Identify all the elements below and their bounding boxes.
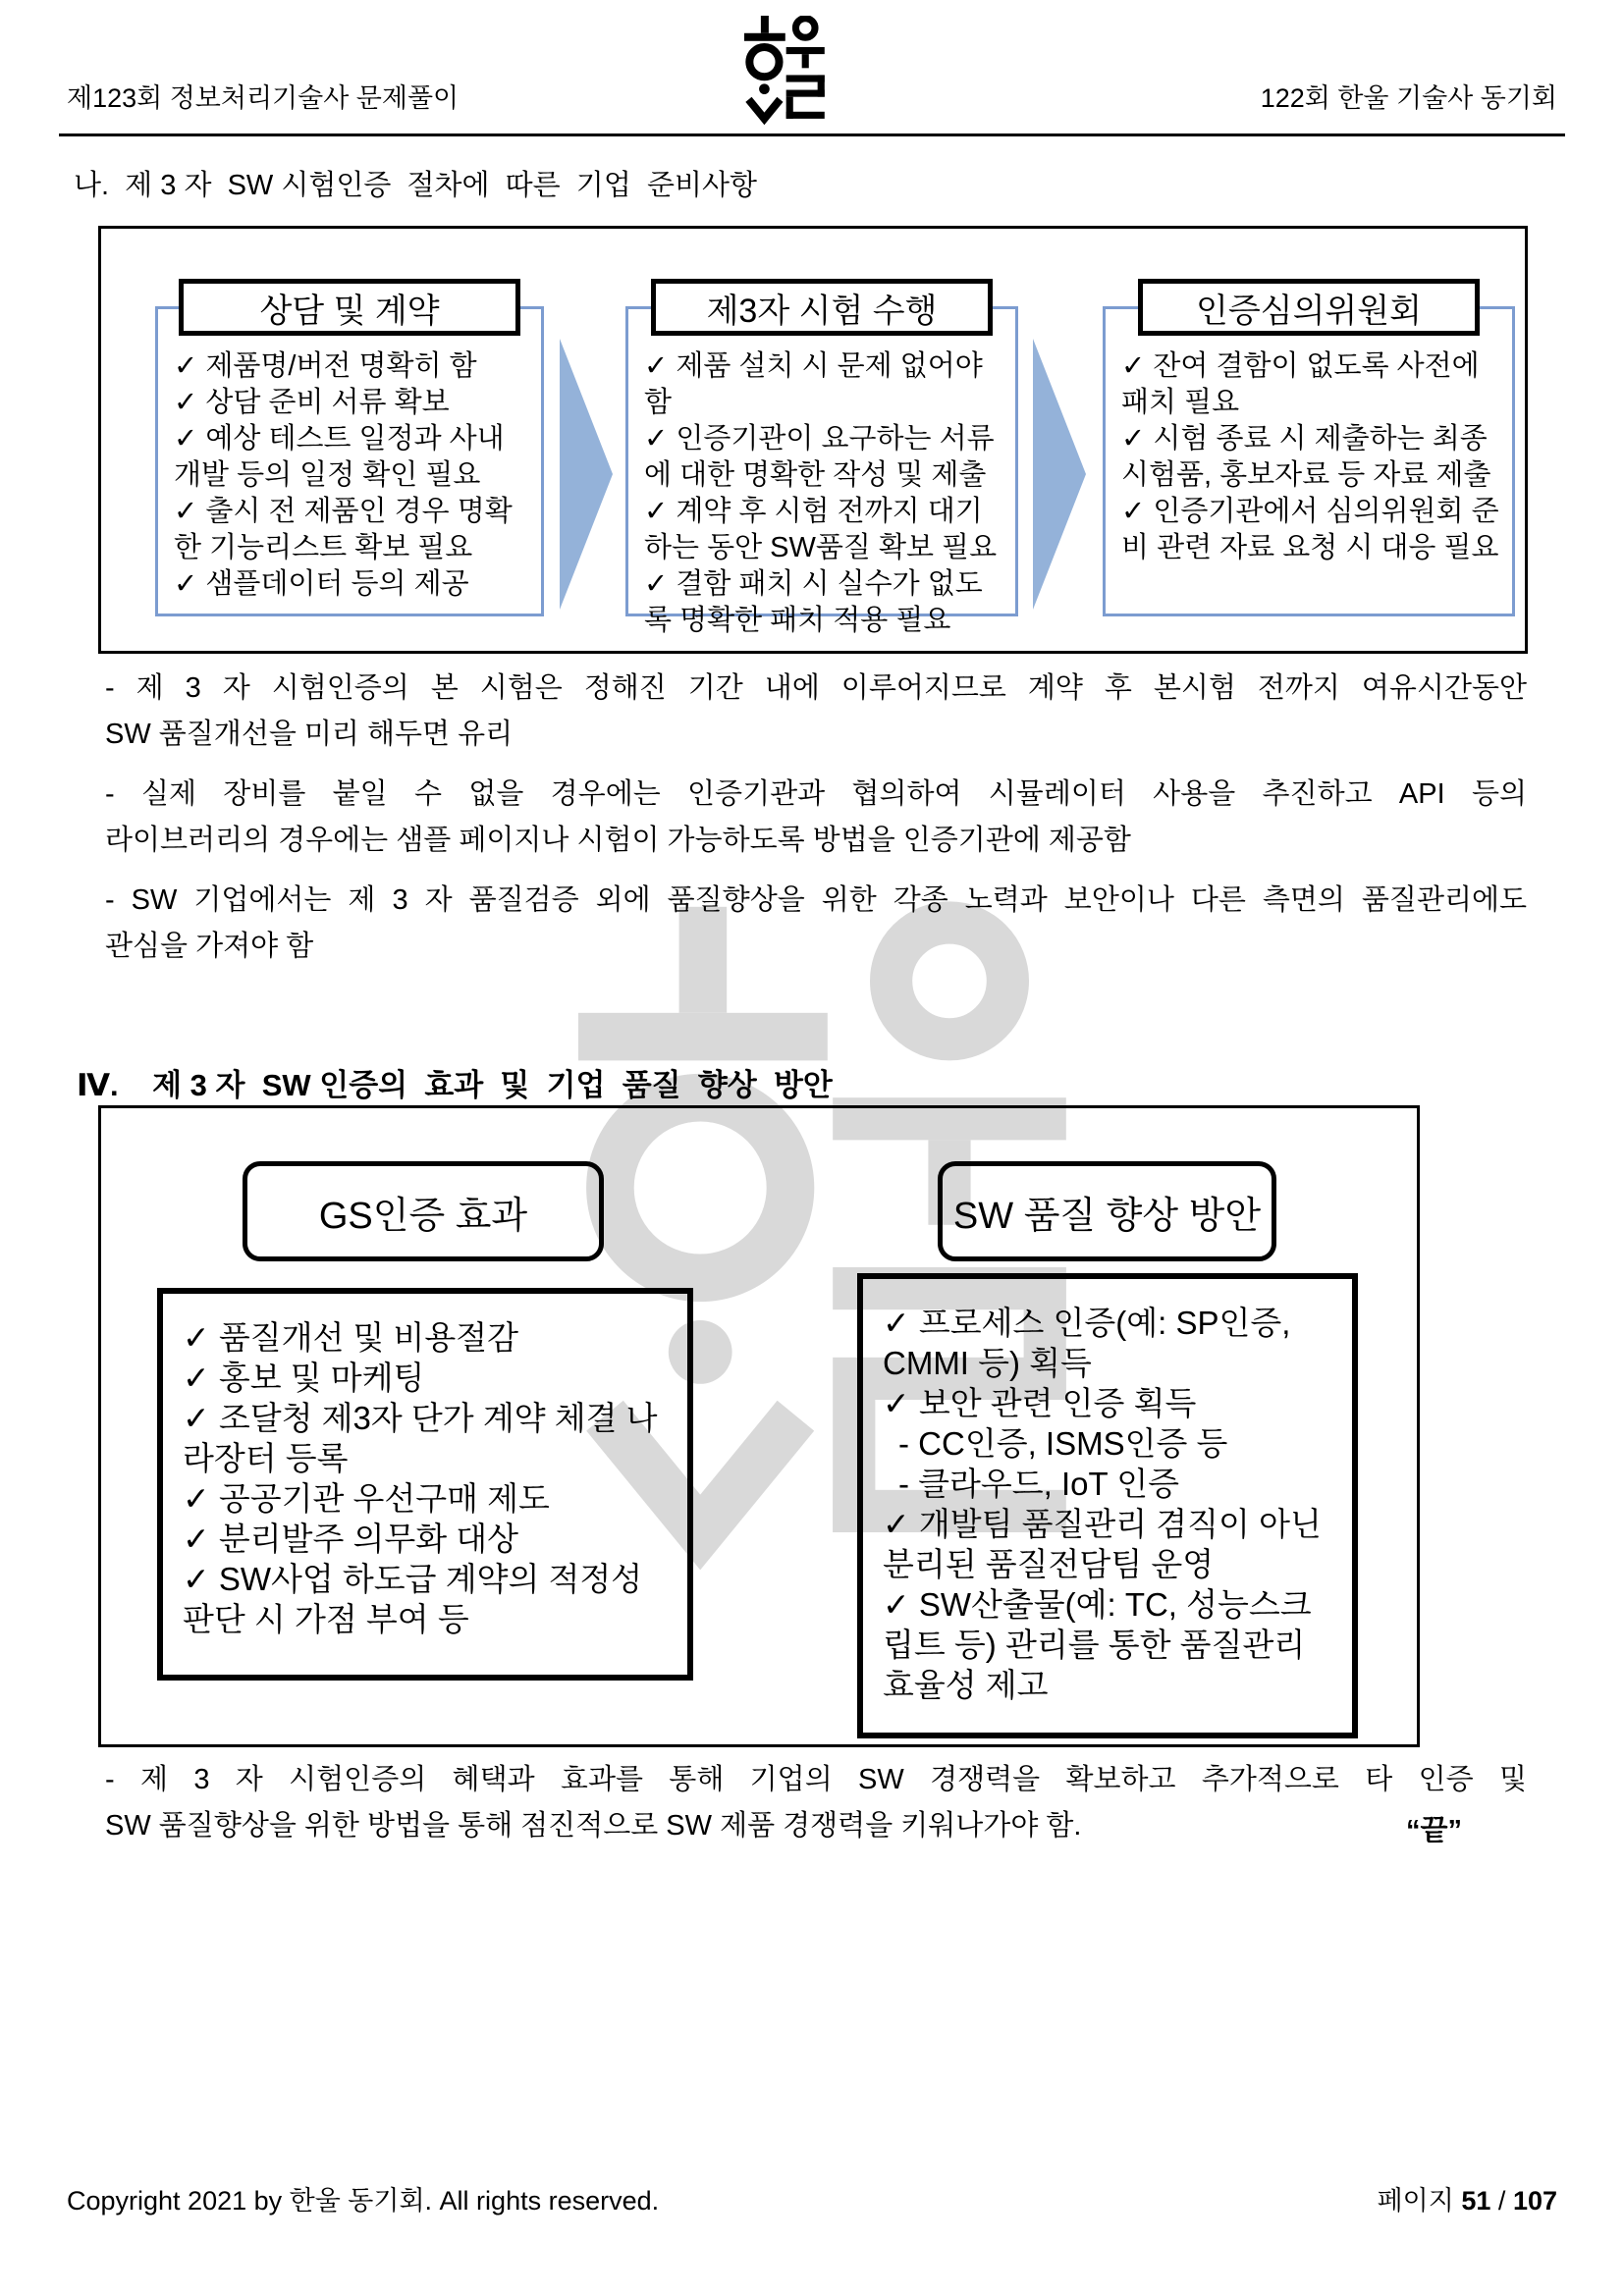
checklist-item: - 클라우드, IoT 인증 bbox=[898, 1466, 1180, 1502]
notes-section bbox=[105, 666, 1527, 984]
checklist-item: ✓ 잔여 결함이 없도록 사전에 패치 필요 bbox=[1121, 350, 1480, 418]
checklist-item: ✓ SW산출물(예: TC, 성능스크립트 등) 관리를 통한 품질관리 효율성 제고 bbox=[883, 1586, 1312, 1703]
checklist-item: ✓ 프로세스 인증(예: SP인증, CMMI 등) 획득 bbox=[883, 1305, 1291, 1381]
process-step-consult bbox=[155, 292, 544, 616]
process-step-committee bbox=[1103, 292, 1515, 616]
checklist-item: ✓ 홍보 및 마케팅 bbox=[183, 1360, 425, 1396]
note-line: 라이브러리의 경우에는 샘플 페이지나 시험이 가능하도록 방법을 인증기관에 제공함 bbox=[105, 825, 1131, 856]
header-right-title: 122회 한울 기술사 동기회 bbox=[1260, 83, 1557, 113]
page-separator: / bbox=[1497, 2186, 1506, 2216]
process-step-test-title: 제3자 시험 수행 bbox=[651, 279, 993, 336]
checklist-item: ✓ 제품 설치 시 문제 없어야 함 bbox=[644, 350, 983, 418]
footer-copyright: Copyright 2021 by 한울 동기회. All rights reserved. bbox=[67, 2186, 660, 2216]
closing-line: - 제 3 자 시험인증의 혜택과 효과를 통해 기업의 SW 경쟁력을 확보하고 추가적으로 타 인증 및 bbox=[105, 1764, 1527, 1795]
checklist-item: ✓ 인증기관이 요구하는 서류에 대한 명확한 작성 및 제출 bbox=[644, 423, 995, 491]
checklist-item: ✓ 보안 관련 인증 획득 bbox=[883, 1385, 1197, 1421]
note-line: - 실제 장비를 붙일 수 없을 경우에는 인증기관과 협의하여 시뮬레이터 사용을 추진하고 API 등의 bbox=[105, 778, 1527, 810]
sw-quality-plan-box bbox=[857, 1273, 1358, 1738]
page-label: 페이지 bbox=[1377, 2186, 1454, 2216]
page-total: 107 bbox=[1512, 2186, 1557, 2216]
checklist-item: ✓ SW사업 하도급 계약의 적정성 판단 시 가점 부여 등 bbox=[183, 1561, 643, 1637]
process-step-consult-checklist bbox=[158, 309, 541, 603]
header-left-title: 제123회 정보처리기술사 문제풀이 bbox=[67, 83, 460, 113]
note-paragraph bbox=[105, 772, 1527, 864]
checklist-item: ✓ 결함 패치 시 실수가 없도록 명확한 패치 적용 필요 bbox=[644, 568, 983, 636]
checklist-item: ✓ 품질개선 및 비용절감 bbox=[183, 1319, 519, 1356]
header-divider bbox=[59, 133, 1565, 136]
note-line: - SW 기업에서는 제 3 자 품질검증 외에 품질향상을 위한 각종 노력과 보안이나 다른 측면의 품질관리에도 bbox=[105, 884, 1527, 916]
process-step-consult-title: 상담 및 계약 bbox=[179, 279, 520, 336]
note-line: SW 품질개선을 미리 해두면 유리 bbox=[105, 719, 514, 750]
closing-paragraph bbox=[105, 1757, 1527, 1849]
checklist-item: ✓ 출시 전 제품인 경우 명확한 기능리스트 확보 필요 bbox=[174, 496, 513, 563]
checklist-item: ✓ 예상 테스트 일정과 사내 개발 등의 일정 확인 필요 bbox=[174, 423, 505, 491]
note-paragraph bbox=[105, 878, 1527, 970]
checklist-item: ✓ 시험 종료 시 제출하는 최종 시험품, 홍보자료 등 자료 제출 bbox=[1121, 423, 1491, 491]
checklist-item: ✓ 분리발주 의무화 대상 bbox=[183, 1521, 519, 1557]
note-line: 관심을 가져야 함 bbox=[105, 931, 314, 962]
gs-cert-effect-checklist bbox=[163, 1294, 687, 1639]
checklist-item: - CC인증, ISMS인증 등 bbox=[898, 1425, 1228, 1462]
note-line: - 제 3 자 시험인증의 본 시험은 정해진 기간 내에 이루어지므로 계약 후 본시험 전까지 여유시간동안 bbox=[105, 672, 1527, 704]
checklist-item: ✓ 제품명/버전 명확히 함 bbox=[174, 350, 477, 382]
checklist-item: ✓ 개발팀 품질관리 겸직이 아닌 분리된 품질전담팀 운영 bbox=[883, 1506, 1322, 1582]
note-paragraph bbox=[105, 666, 1527, 758]
hanul-logo-icon bbox=[739, 16, 828, 126]
gs-cert-effect-box bbox=[157, 1288, 693, 1681]
footer-page-number bbox=[1378, 2179, 1557, 2217]
process-step-test bbox=[625, 292, 1018, 636]
page-current: 51 bbox=[1461, 2186, 1491, 2216]
checklist-item: ✓ 상담 준비 서류 확보 bbox=[174, 387, 450, 418]
checklist-item: ✓ 샘플데이터 등의 제공 bbox=[174, 568, 469, 600]
checklist-item: ✓ 계약 후 시험 전까지 대기하는 동안 SW품질 확보 필요 bbox=[644, 496, 998, 563]
gs-cert-effect-title: GS인증 효과 bbox=[243, 1161, 604, 1261]
closing-line: SW 품질향상을 위한 방법을 통해 점진적으로 SW 제품 경쟁력을 키워나가야 함. bbox=[105, 1810, 1082, 1842]
end-mark: “끝” bbox=[1406, 1815, 1463, 1846]
checklist-item: ✓ 인증기관에서 심의위원회 준비 관련 자료 요청 시 대응 필요 bbox=[1121, 496, 1499, 563]
process-step-test-checklist bbox=[628, 309, 1015, 639]
process-step-committee-title: 인증심의위원회 bbox=[1138, 279, 1480, 336]
section-four-title: Ⅳ. 제 3 자 SW 인증의 효과 및 기업 품질 향상 방안 bbox=[77, 1068, 833, 1102]
checklist-item: ✓ 조달청 제3자 단가 계약 체결 나라장터 등록 bbox=[183, 1400, 658, 1476]
sw-quality-plan-title: SW 품질 향상 방안 bbox=[938, 1161, 1276, 1261]
checklist-item: ✓ 공공기관 우선구매 제도 bbox=[183, 1480, 550, 1517]
section-na-title: 나. 제 3 자 SW 시험인증 절차에 따른 기업 준비사항 bbox=[74, 170, 758, 201]
sw-quality-plan-checklist bbox=[863, 1279, 1352, 1705]
process-step-committee-checklist bbox=[1106, 309, 1512, 566]
